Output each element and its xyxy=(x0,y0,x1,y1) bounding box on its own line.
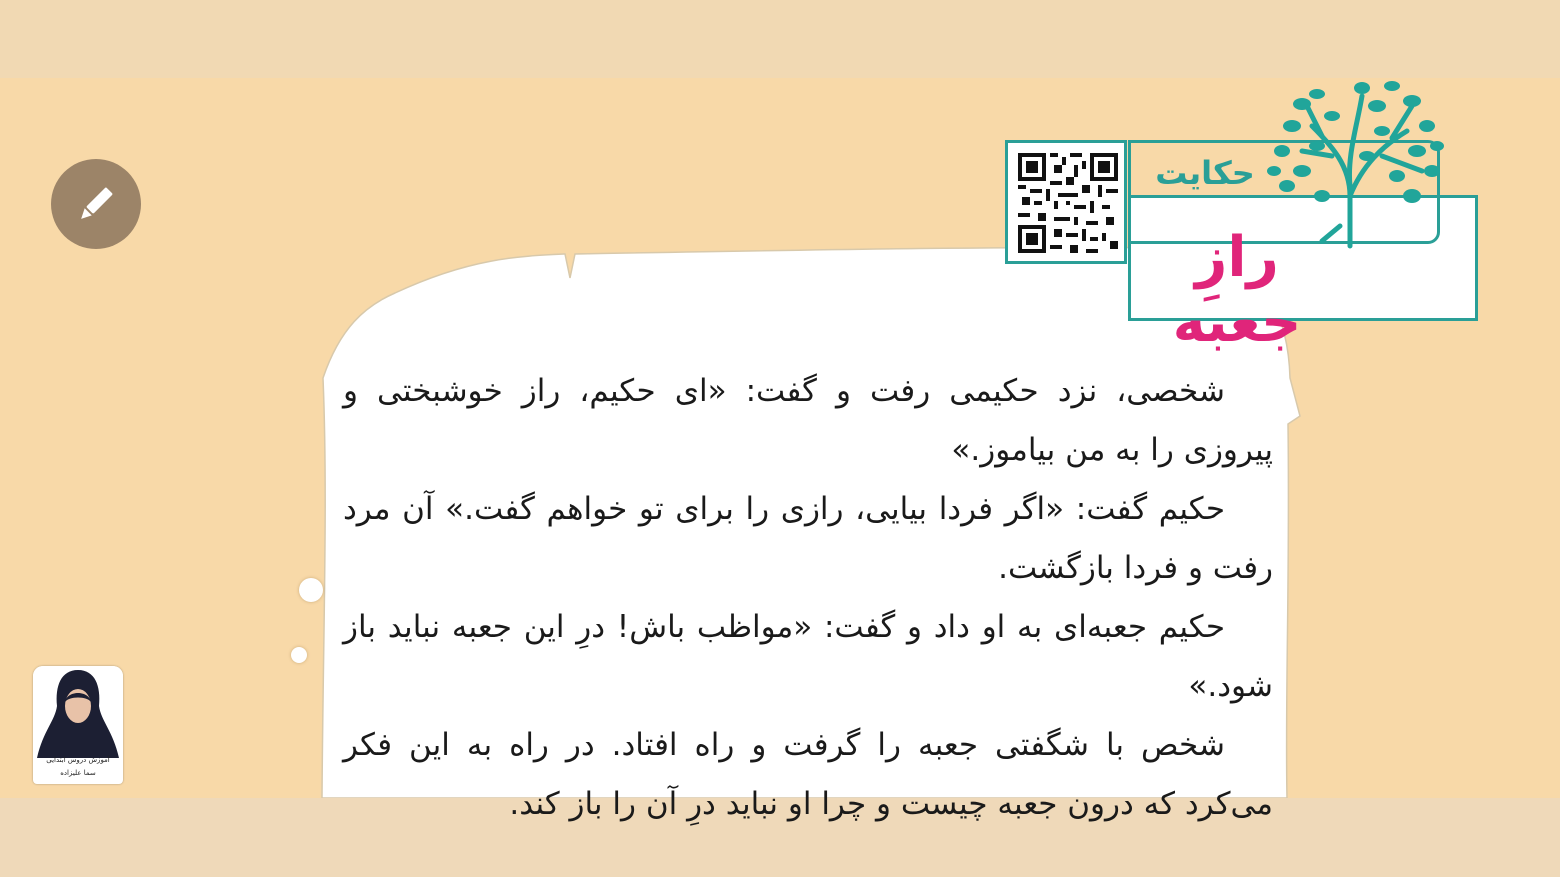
story-title: رازِ جعبه xyxy=(1172,225,1302,355)
section-label: حکایت xyxy=(1155,154,1255,192)
story-paragraph: شخصی، نزد حکیمی رفت و گفت: «ای حکیم، راز خوشبختی و پیروزی را به من بیاموز.» xyxy=(343,373,1273,468)
binder-hole xyxy=(291,647,307,663)
story-paragraph: حکیم گفت: «اگر فردا بیایی، رازی را برای تو خواهم گفت.» آن مرد رفت و فردا بازگشت. xyxy=(343,491,1273,586)
story-body xyxy=(343,362,1273,834)
badge-caption: آموزش دروس ابتدایی xyxy=(46,756,110,764)
top-letterbox xyxy=(0,0,1560,78)
binder-hole xyxy=(299,578,323,602)
story-paragraph: شخص با شگفتی جعبه را گرفت و راه افتاد. در راه به این فکر می‌کرد که درون جعبه چیست و چرا او نباید درِ آن را باز کند. xyxy=(343,727,1273,822)
teacher-badge xyxy=(33,666,123,784)
annotate-button[interactable] xyxy=(51,159,141,249)
pencil-icon xyxy=(73,181,119,227)
qr-code[interactable] xyxy=(1005,140,1127,264)
story-paragraph: حکیم جعبه‌ای به او داد و گفت: «مواظب باش! درِ این جعبه نباید باز شود.» xyxy=(343,609,1273,704)
teacher-avatar xyxy=(33,666,123,758)
qr-pattern xyxy=(1018,153,1118,253)
badge-name: سما علیزاده xyxy=(60,769,96,777)
